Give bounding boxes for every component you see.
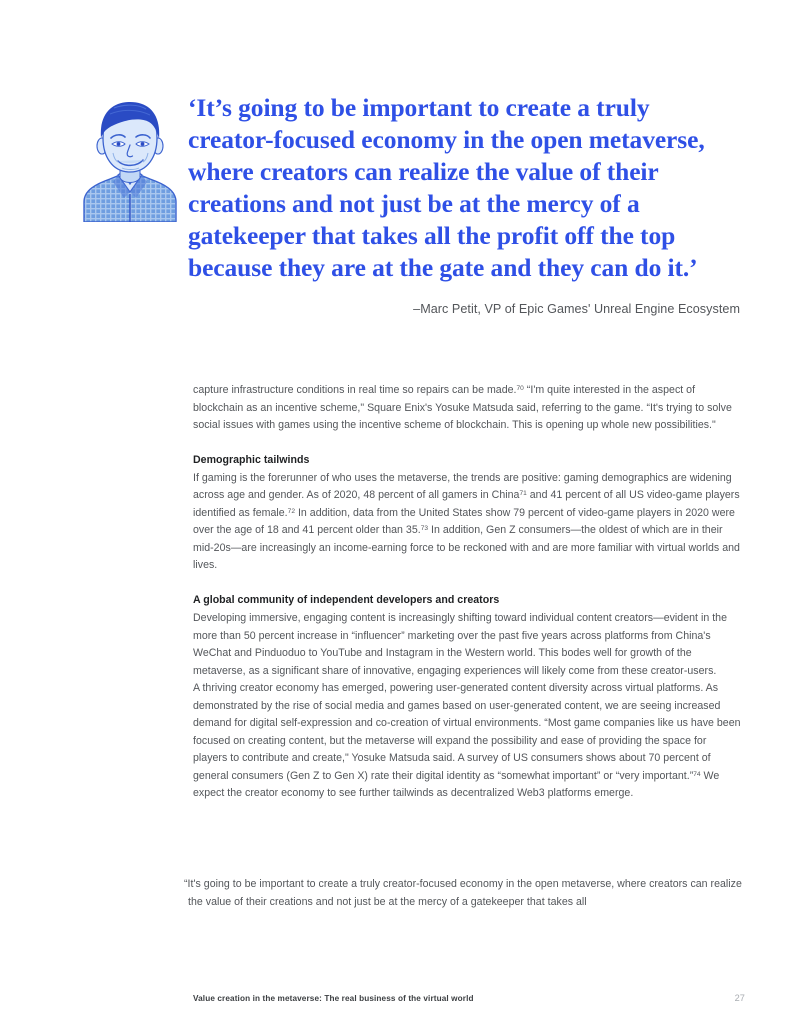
paragraph-developing-immersive: Developing immersive, engaging content is increasingly shifting toward individual content creators—evident in the more than 50 percent increase in “influencer” marketing over the past five years across platforms from China's WeChat and Pinduoduo to YouTube and Instagram in the Western world. This bodes well for growth of the metaverse, as a significant share of innovative, engaging experiences will likely come from these creator-users. (193, 612, 727, 677)
footer-page-number: 27 (734, 993, 745, 1003)
paragraph-1-text-after: “I'm quite interested in the aspect of blockchain as an incentive scheme," Square Enix's Yosuke Matsuda said, referring to the game. “It's trying to solve social issues with games using the incentive scheme of blockchain. This is opening up whole new possibilities." (193, 384, 732, 432)
pull-quote-attribution: –Marc Petit, VP of Epic Games' Unreal Engine Ecosystem (413, 302, 740, 316)
section-1-part-3: In addition, data from the United States show 79 percent of video-game players in 2020 were over the age of 18 and 41 percent older than 35. (193, 506, 735, 537)
paragraph-1-text-before: capture infrastructure conditions in real time so repairs can be made. (193, 384, 517, 396)
section-1-part-4: In addition, Gen Z consumers—the oldest of which are in their mid-20s—are increasingly an income-earning force to be reckoned with and are more familiar with virtual worlds and lives. (193, 524, 740, 572)
portrait-marc-petit (80, 98, 180, 222)
footnote-ref-72[interactable]: 72 (287, 508, 295, 516)
page-footer (193, 993, 745, 1003)
body-column (193, 382, 741, 803)
section-2-p2-part-2: We expect the creator economy to see further tailwinds as decentralized Web3 platforms emerge. (193, 769, 720, 800)
section-heading-demographic-tailwinds: Demographic tailwinds (193, 454, 310, 467)
section-1-part-2: and 41 percent of all US video-game players identified as female. (193, 489, 740, 519)
footnote-ref-74[interactable]: 74 (693, 771, 701, 779)
footnote-ref-73[interactable]: 73 (420, 525, 429, 533)
paragraph-continuation (193, 382, 741, 435)
section-heading-global-community: A global community of independent developers and creators (193, 594, 500, 607)
paragraph-thriving-creator-economy (193, 680, 741, 803)
paragraph-demographic-tailwinds (193, 470, 741, 575)
section-2-p2-part-1: A thriving creator economy has emerged, powering user-generated content diversity across virtual platforms. As demonstrated by the rise of social media and games based on user-generated content, we are seeing increased demand for digital self-expression and co-creation of virtual environments. “Most game companies like us have been focused on creating content, but the metaverse will expand the possibility and ease of providing the space for players to contribute and create," Yosuke Matsuda said. A survey of US consumers shows about 70 percent of general consumers (Gen Z to Gen X) rate their digital identity as “somewhat important” or “very important.” (193, 682, 741, 782)
footnote-ref-70[interactable]: 70 (516, 385, 524, 393)
portrait-illustration (80, 98, 180, 222)
footer-title: Value creation in the metaverse: The real business of the virtual world (193, 994, 474, 1003)
footnote-ref-71[interactable]: 71 (519, 490, 527, 498)
pull-quote-text: ‘It’s going to be important to create a truly creator-focused economy in the open metaverse, where creators can realize the value of their creations and not just be at the mercy of a gatekeeper that takes all the profit off the top because they are at the gate and they can do it.’ (188, 93, 705, 282)
trailing-quote-paragraph: “It's going to be important to create a truly creator-focused economy in the open metaverse, where creators can realize the value of their creations and not just be at the mercy of a gatekeeper that takes all (184, 878, 742, 908)
section-1-part-1: If gaming is the forerunner of who uses the metaverse, the trends are positive: gaming demographics are widening across age and gender. As of 2020, 48 percent of all gamers in China (193, 471, 732, 502)
